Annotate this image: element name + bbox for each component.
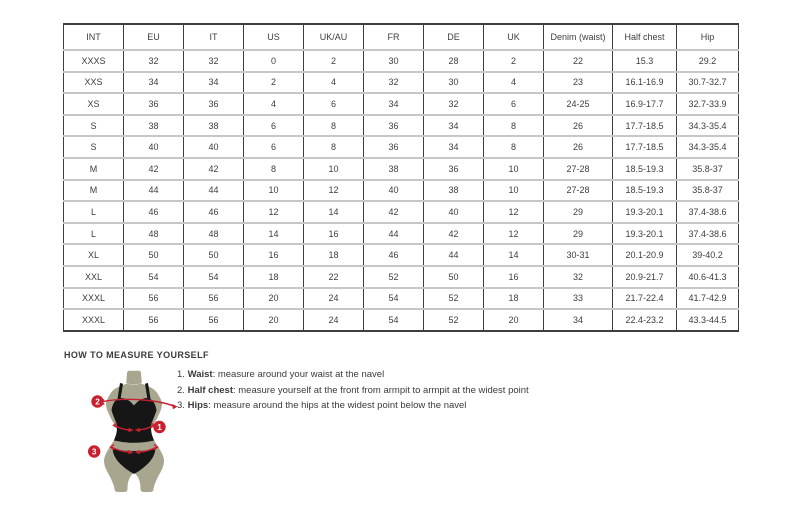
table-row bbox=[64, 93, 739, 115]
table-row bbox=[64, 180, 739, 202]
measure-instructions bbox=[177, 370, 529, 417]
size-chart-container bbox=[63, 23, 739, 332]
size-cell: 6 bbox=[244, 136, 304, 158]
column-header: IT bbox=[184, 24, 244, 50]
badge-3-number: 3 bbox=[91, 447, 97, 457]
size-cell-int: XXS bbox=[64, 72, 124, 94]
size-cell: 2 bbox=[304, 50, 364, 72]
size-cell: 29 bbox=[544, 201, 613, 223]
size-cell: 10 bbox=[484, 158, 544, 180]
size-cell: 12 bbox=[304, 180, 364, 202]
measure-heading: HOW TO MEASURE YOURSELF bbox=[64, 350, 209, 360]
size-cell: 20.1-20.9 bbox=[613, 244, 677, 266]
size-cell: 36 bbox=[184, 93, 244, 115]
size-cell: 22 bbox=[304, 266, 364, 288]
size-cell: 34.3-35.4 bbox=[677, 136, 739, 158]
size-cell: 12 bbox=[244, 201, 304, 223]
measure-step bbox=[177, 386, 529, 396]
step-text: : measure around your waist at the navel bbox=[212, 369, 385, 380]
column-header: DE bbox=[424, 24, 484, 50]
size-cell: 30 bbox=[364, 50, 424, 72]
size-cell: 6 bbox=[244, 115, 304, 137]
size-cell: 18 bbox=[484, 288, 544, 310]
size-cell: 20 bbox=[484, 309, 544, 331]
badge-2-number: 2 bbox=[95, 397, 100, 407]
size-cell: 32 bbox=[184, 50, 244, 72]
size-cell: 37.4-38.6 bbox=[677, 201, 739, 223]
size-cell: 16.1-16.9 bbox=[613, 72, 677, 94]
size-cell: 17.7-18.5 bbox=[613, 136, 677, 158]
table-row bbox=[64, 115, 739, 137]
size-cell-int: M bbox=[64, 180, 124, 202]
size-cell: 27-28 bbox=[544, 180, 613, 202]
size-chart-table bbox=[63, 23, 739, 332]
size-cell: 24 bbox=[304, 309, 364, 331]
size-cell: 8 bbox=[484, 136, 544, 158]
size-cell: 54 bbox=[364, 309, 424, 331]
size-cell: 14 bbox=[484, 244, 544, 266]
size-cell: 35.8-37 bbox=[677, 180, 739, 202]
size-cell: 6 bbox=[484, 93, 544, 115]
size-cell: 32 bbox=[364, 72, 424, 94]
table-row bbox=[64, 201, 739, 223]
size-cell: 32 bbox=[124, 50, 184, 72]
size-cell: 56 bbox=[184, 309, 244, 331]
size-cell: 38 bbox=[184, 115, 244, 137]
size-cell: 34 bbox=[424, 136, 484, 158]
size-cell: 52 bbox=[364, 266, 424, 288]
size-cell: 50 bbox=[184, 244, 244, 266]
size-cell: 29 bbox=[544, 223, 613, 245]
size-cell-int: L bbox=[64, 201, 124, 223]
size-cell: 42 bbox=[184, 158, 244, 180]
column-header: INT bbox=[64, 24, 124, 50]
size-cell-int: XS bbox=[64, 93, 124, 115]
size-cell: 19.3-20.1 bbox=[613, 223, 677, 245]
size-cell: 34 bbox=[184, 72, 244, 94]
step-number: 3. bbox=[177, 400, 185, 411]
table-row bbox=[64, 50, 739, 72]
size-cell-int: XXXL bbox=[64, 288, 124, 310]
size-cell: 54 bbox=[364, 288, 424, 310]
table-row bbox=[64, 309, 739, 331]
size-cell: 10 bbox=[484, 180, 544, 202]
mannequin-neck bbox=[126, 371, 142, 385]
table-row bbox=[64, 223, 739, 245]
size-chart-body bbox=[64, 50, 739, 331]
step-number: 1. bbox=[177, 369, 185, 380]
size-cell: 19.3-20.1 bbox=[613, 201, 677, 223]
size-cell: 26 bbox=[544, 136, 613, 158]
size-cell: 15.3 bbox=[613, 50, 677, 72]
size-cell: 36 bbox=[424, 158, 484, 180]
size-cell: 22.4-23.2 bbox=[613, 309, 677, 331]
size-cell: 50 bbox=[424, 266, 484, 288]
size-cell: 12 bbox=[484, 201, 544, 223]
step-label: Half chest bbox=[187, 384, 233, 396]
size-cell: 54 bbox=[184, 266, 244, 288]
size-cell: 29.2 bbox=[677, 50, 739, 72]
size-cell: 36 bbox=[364, 115, 424, 137]
table-row bbox=[64, 136, 739, 158]
size-cell: 38 bbox=[124, 115, 184, 137]
size-cell: 16 bbox=[484, 266, 544, 288]
size-cell: 32 bbox=[544, 266, 613, 288]
size-cell: 42 bbox=[364, 201, 424, 223]
size-cell: 14 bbox=[244, 223, 304, 245]
size-cell: 42 bbox=[424, 223, 484, 245]
size-cell: 34.3-35.4 bbox=[677, 115, 739, 137]
size-cell: 44 bbox=[424, 244, 484, 266]
size-cell: 40 bbox=[364, 180, 424, 202]
size-cell: 40 bbox=[124, 136, 184, 158]
size-cell-int: S bbox=[64, 136, 124, 158]
size-cell: 16.9-17.7 bbox=[613, 93, 677, 115]
table-row bbox=[64, 158, 739, 180]
size-cell: 34 bbox=[364, 93, 424, 115]
size-cell: 24-25 bbox=[544, 93, 613, 115]
size-cell: 37.4-38.6 bbox=[677, 223, 739, 245]
size-cell: 20 bbox=[244, 309, 304, 331]
size-cell: 30.7-32.7 bbox=[677, 72, 739, 94]
size-cell: 50 bbox=[124, 244, 184, 266]
column-header: US bbox=[244, 24, 304, 50]
size-cell: 44 bbox=[364, 223, 424, 245]
size-cell: 18.5-19.3 bbox=[613, 180, 677, 202]
size-cell: 8 bbox=[304, 136, 364, 158]
column-header: FR bbox=[364, 24, 424, 50]
column-header: Denim (waist) bbox=[544, 24, 613, 50]
size-cell: 17.7-18.5 bbox=[613, 115, 677, 137]
size-cell: 56 bbox=[184, 288, 244, 310]
column-header: UK bbox=[484, 24, 544, 50]
size-cell-int: L bbox=[64, 223, 124, 245]
size-cell: 4 bbox=[244, 93, 304, 115]
size-cell: 24 bbox=[304, 288, 364, 310]
size-cell: 38 bbox=[424, 180, 484, 202]
size-cell: 36 bbox=[364, 136, 424, 158]
size-cell: 28 bbox=[424, 50, 484, 72]
size-cell: 46 bbox=[124, 201, 184, 223]
size-cell: 14 bbox=[304, 201, 364, 223]
size-cell-int: XXXS bbox=[64, 50, 124, 72]
size-cell: 48 bbox=[124, 223, 184, 245]
size-cell: 18.5-19.3 bbox=[613, 158, 677, 180]
measurement-figure-container bbox=[87, 370, 185, 497]
size-cell: 52 bbox=[424, 288, 484, 310]
size-cell-int: M bbox=[64, 158, 124, 180]
size-cell: 35.8-37 bbox=[677, 158, 739, 180]
size-cell: 26 bbox=[544, 115, 613, 137]
size-cell: 34 bbox=[424, 115, 484, 137]
size-cell: 2 bbox=[244, 72, 304, 94]
step-label: Hips bbox=[187, 400, 209, 411]
size-cell: 46 bbox=[364, 244, 424, 266]
size-cell: 44 bbox=[124, 180, 184, 202]
size-cell: 39-40.2 bbox=[677, 244, 739, 266]
step-number: 2. bbox=[177, 384, 185, 396]
size-cell-int: XXL bbox=[64, 266, 124, 288]
size-cell: 8 bbox=[304, 115, 364, 137]
size-cell: 2 bbox=[484, 50, 544, 72]
size-cell: 48 bbox=[184, 223, 244, 245]
size-cell: 36 bbox=[124, 93, 184, 115]
size-cell: 32 bbox=[424, 93, 484, 115]
size-chart-header-row bbox=[64, 24, 739, 50]
size-cell: 0 bbox=[244, 50, 304, 72]
step-text: : measure around the hips at the widest point below the navel bbox=[208, 400, 467, 411]
size-cell: 18 bbox=[304, 244, 364, 266]
measure-step bbox=[177, 370, 529, 380]
size-cell: 34 bbox=[544, 309, 613, 331]
size-cell: 46 bbox=[184, 201, 244, 223]
column-header: Half chest bbox=[613, 24, 677, 50]
size-cell: 42 bbox=[124, 158, 184, 180]
size-cell: 10 bbox=[304, 158, 364, 180]
size-cell: 16 bbox=[304, 223, 364, 245]
badge-1-number: 1 bbox=[157, 422, 162, 432]
size-cell: 43.3-44.5 bbox=[677, 309, 739, 331]
column-header: UK/AU bbox=[304, 24, 364, 50]
size-cell: 6 bbox=[304, 93, 364, 115]
size-cell: 40 bbox=[184, 136, 244, 158]
size-cell: 40.6-41.3 bbox=[677, 266, 739, 288]
size-cell: 56 bbox=[124, 288, 184, 310]
size-cell: 12 bbox=[484, 223, 544, 245]
size-cell-int: S bbox=[64, 115, 124, 137]
size-cell: 4 bbox=[484, 72, 544, 94]
size-cell: 16 bbox=[244, 244, 304, 266]
size-cell: 40 bbox=[424, 201, 484, 223]
size-cell: 4 bbox=[304, 72, 364, 94]
size-cell: 20 bbox=[244, 288, 304, 310]
size-cell: 21.7-22.4 bbox=[613, 288, 677, 310]
size-cell: 10 bbox=[244, 180, 304, 202]
column-header: Hip bbox=[677, 24, 739, 50]
size-cell: 38 bbox=[364, 158, 424, 180]
size-cell: 8 bbox=[484, 115, 544, 137]
size-cell: 52 bbox=[424, 309, 484, 331]
step-label: Waist bbox=[187, 369, 213, 380]
size-cell: 44 bbox=[184, 180, 244, 202]
measure-step bbox=[177, 401, 529, 411]
step-text: : measure yourself at the front from armpit to armpit at the widest point bbox=[232, 384, 529, 396]
column-header: EU bbox=[124, 24, 184, 50]
size-cell: 32.7-33.9 bbox=[677, 93, 739, 115]
size-cell: 34 bbox=[124, 72, 184, 94]
size-cell: 30 bbox=[424, 72, 484, 94]
table-row bbox=[64, 244, 739, 266]
size-cell: 56 bbox=[124, 309, 184, 331]
size-cell-int: XXXL bbox=[64, 309, 124, 331]
table-row bbox=[64, 266, 739, 288]
table-row bbox=[64, 288, 739, 310]
header-row bbox=[64, 24, 739, 50]
size-cell: 18 bbox=[244, 266, 304, 288]
size-cell: 30-31 bbox=[544, 244, 613, 266]
size-cell-int: XL bbox=[64, 244, 124, 266]
table-row bbox=[64, 72, 739, 94]
size-cell: 33 bbox=[544, 288, 613, 310]
mannequin-illustration bbox=[87, 370, 185, 497]
size-cell: 23 bbox=[544, 72, 613, 94]
size-cell: 20.9-21.7 bbox=[613, 266, 677, 288]
size-cell: 22 bbox=[544, 50, 613, 72]
size-cell: 54 bbox=[124, 266, 184, 288]
size-cell: 8 bbox=[244, 158, 304, 180]
size-cell: 27-28 bbox=[544, 158, 613, 180]
size-cell: 41.7-42.9 bbox=[677, 288, 739, 310]
